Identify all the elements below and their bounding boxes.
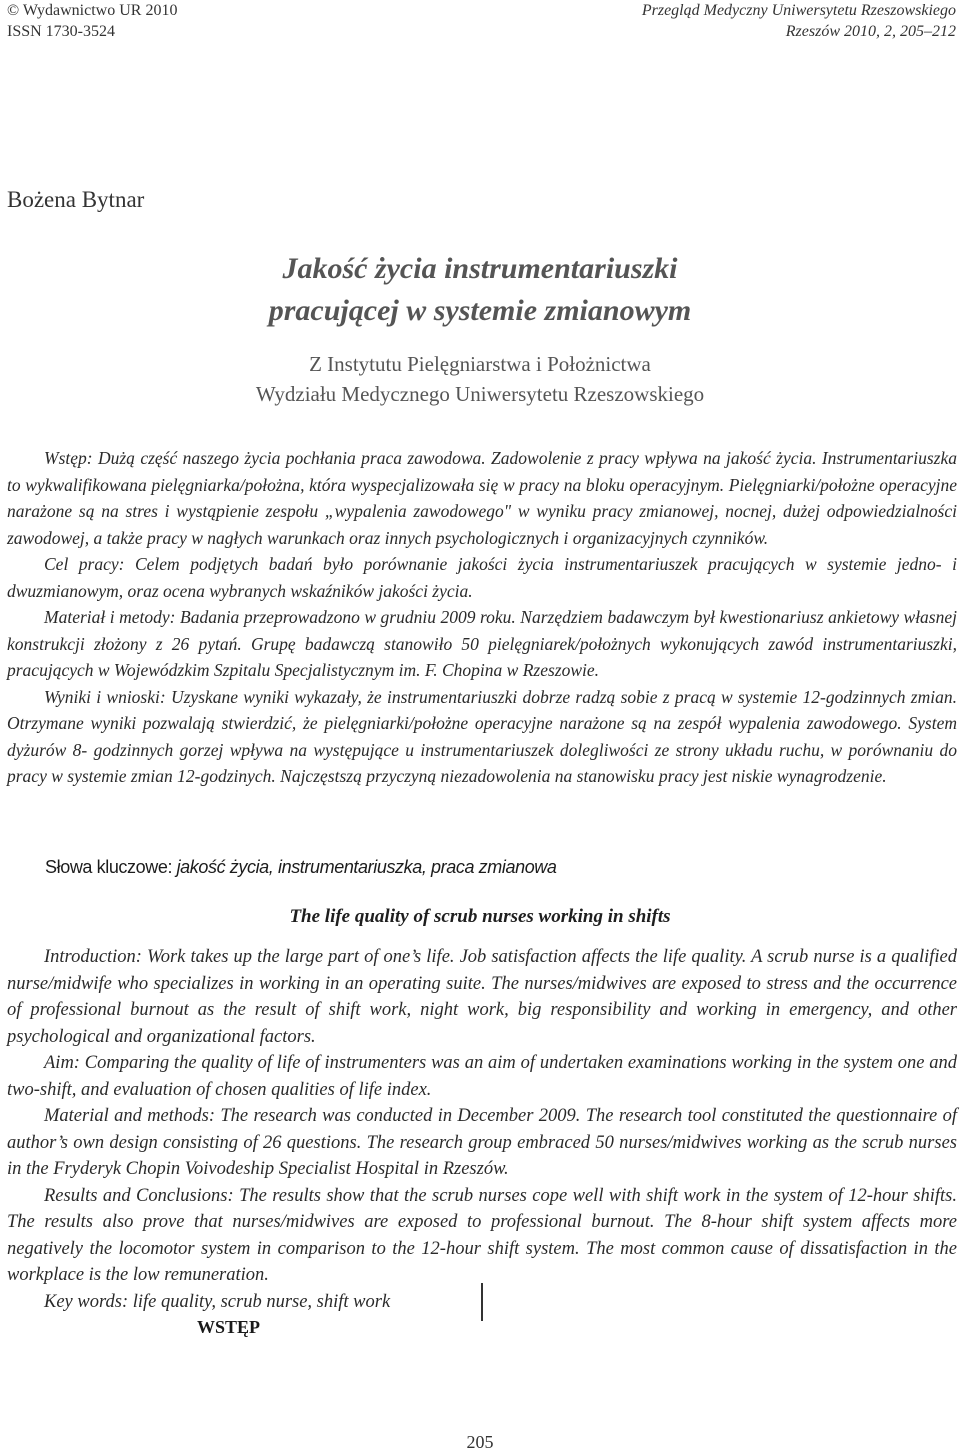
abstract-en-aim: Aim: Comparing the quality of life of instrumenters was an aim of undertaken examinations working in the system one and two-shift, and evaluation of chosen qualities of life index. <box>7 1053 957 1100</box>
keywords-pl-value: jakość życia, instrumentariuszka, praca zmianowa <box>176 857 557 877</box>
column-divider <box>481 1283 483 1321</box>
abstract-english <box>7 944 957 1315</box>
abstract-en-keywords: Key words: life quality, scrub nurse, shift work <box>44 1291 391 1312</box>
affiliation-line-1: Z Instytutu Pielęgniarstwa i Położnictwa <box>309 352 651 376</box>
english-title: The life quality of scrub nurses working in shifts <box>289 906 671 927</box>
section-heading: WSTĘP <box>197 1317 261 1337</box>
abstract-pl-aim: Cel pracy: Celem podjętych badań było porównanie jakości życia instrumentariuszek pracujących w systemie jedno- i dwuzmianowym, oraz ocena wybranych wskaźników jakości życia. <box>7 554 957 601</box>
abstract-pl-intro: Wstęp: Dużą część naszego życia pochłania praca zawodowa. Zadowolenie z pracy wpływa na jakość życia. Instrumentariuszka to wykwalifikowana pielęgniarka/położna, która wyspecjalizowała się w pracy na bloku operacyjnym. Pielęgniarki/położne operacyjne narażone są na stres i wystąpienie zespołu „wypalenia zawodowego" w wyniku pracy zmianowej, nocnej, dużej odpowiedzialności zawodowej, a także pracy w nagłych warunkach oraz innych psychologicznych i organizacyjnych czynników. <box>7 448 957 548</box>
journal-citation-info <box>642 0 956 42</box>
abstract-en-intro: Introduction: Work takes up the large part of one’s life. Job satisfaction affects the life quality. A scrub nurse is a qualified nurse/midwife who specializes in working in an operating suite. The nurses/midwives are exposed to stress and the occurrence of professional burnout as the result of shift work, night work, big responsibility and working in emergency, and other psychological and organizational factors. <box>7 947 957 1047</box>
article-title <box>0 248 960 332</box>
title-line-2: pracującej w systemie zmianowym <box>268 294 692 327</box>
abstract-en-methods: Material and methods: The research was conducted in December 2009. The research tool constituted the questionnaire of author’s own design consisting of 26 questions. The research group embraced 50 nurses/midwives working as the scrub nurses in the Fryderyk Chopin Voivodeship Specialist Hospital in Rzeszów. <box>7 1106 957 1179</box>
affiliation-line-2: Wydziału Medycznego Uniwersytetu Rzeszowskiego <box>255 382 705 406</box>
keywords-polish <box>45 854 557 880</box>
journal-issue: Rzeszów 2010, 2, 205–212 <box>785 23 956 40</box>
author-name: Bożena Bytnar <box>7 187 145 212</box>
page-number: 205 <box>466 1432 494 1452</box>
abstract-en-results: Results and Conclusions: The results show that the scrub nurses cope well with shift work in the system of 12-hour shifts. The results also prove that nurses/midwives are exposed to professional burnout. The 8-hour shift system affects more negatively the locomotor system in comparison to the 12-hour shift system. The most common cause of dissatisfaction in the workplace is the low remuneration. <box>7 1185 957 1285</box>
abstract-pl-methods: Materiał i metody: Badania przeprowadzono w grudniu 2009 roku. Narzędziem badawczym był kwestionariusz ankietowy własnej konstrukcji złożony z 26 pytań. Grupę badawczą stanowiło 50 pielęgniarek/położnych wykonujących zawód instrumentariuszki, pracujących w Wojewódzkim Szpitalu Specjalistycznym im. F. Chopina w Rzeszowie. <box>7 607 957 680</box>
copyright-line: © Wydawnictwo UR 2010 <box>7 2 178 19</box>
keywords-pl-label: Słowa kluczowe: <box>45 857 173 877</box>
abstract-polish <box>7 445 957 790</box>
title-line-1: Jakość życia instrumentariuszki <box>282 252 678 285</box>
abstract-pl-results: Wyniki i wnioski: Uzyskane wyniki wykazały, że instrumentariuszki dobrze radzą sobie z pracą w systemie 12-godzinnych zmian. Otrzymane wyniki pozwalają stwierdzić, że pielęgniarki/położne operacyjne narażone są na zespół wypalenia zawodowego. System dyżurów 8- godzinnych gorzej wpływa na występujące u instrumentariuszek dolegliwości ze strony układu ruchu, w porównaniu do pracy w systemie zmian 12-godzinych. Najczęstszą przyczyną niezadowolenia na stanowisku pracy jest niskie wynagrodzenie. <box>7 686 957 786</box>
journal-name: Przegląd Medyczny Uniwersytetu Rzeszowskiego <box>641 2 956 19</box>
journal-publisher-info <box>7 0 177 42</box>
affiliation <box>0 349 960 409</box>
issn-line: ISSN 1730-3524 <box>7 23 116 40</box>
